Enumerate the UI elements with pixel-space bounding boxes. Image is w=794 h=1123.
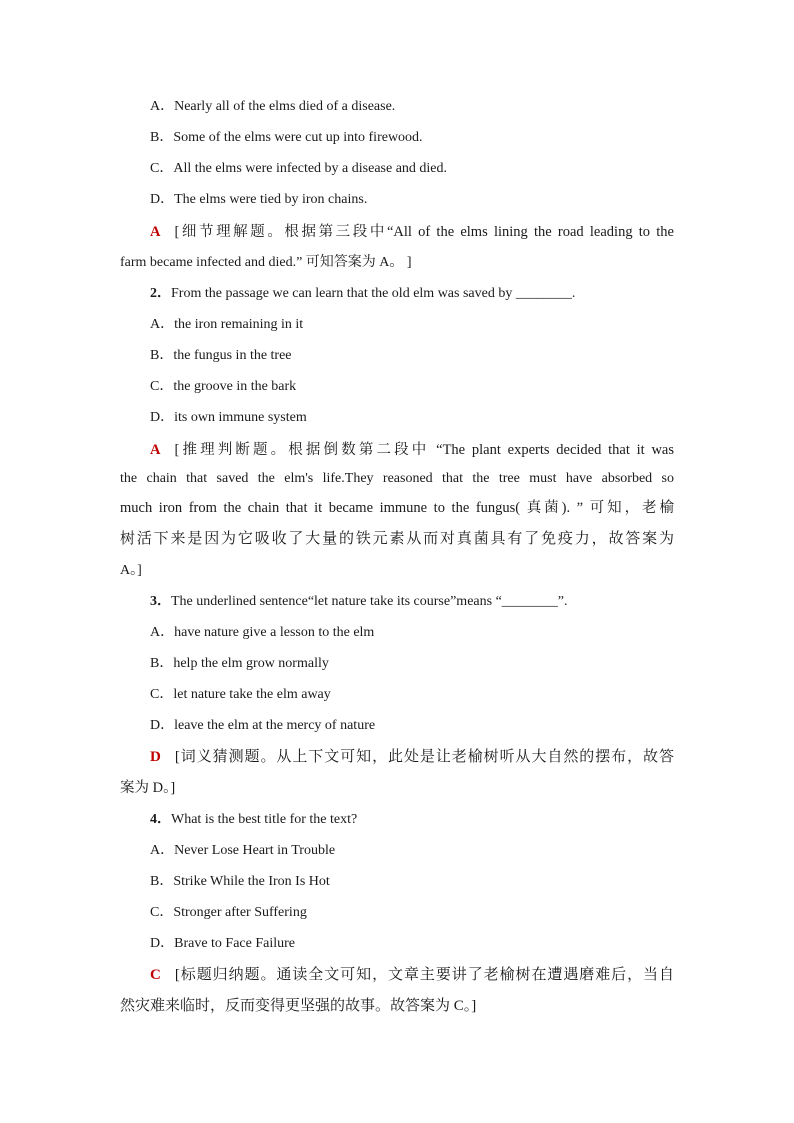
q3-explanation-line2: 案为 D。]: [120, 780, 176, 796]
q3-option-d: D．leave the elm at the mercy of nature: [150, 718, 376, 733]
q3-explanation: [150, 747, 674, 767]
q3-number: 3．: [150, 594, 171, 609]
q1-option-c: C．All the elms were infected by a disease and died.: [150, 161, 448, 176]
q1-option-a: A．Nearly all of the elms died of a disease.: [150, 99, 396, 114]
q3-explanation-line1: [词义猜测题。从上下文可知，此处是让老榆树听从大自然的摆布，故答: [174, 749, 674, 765]
q2-option-b: B．the fungus in the tree: [150, 348, 292, 363]
q2-explanation-line2: the chain that saved the elm's life.They reasoned that the tree must have absorbed so: [120, 471, 674, 486]
q3-stem: [150, 592, 568, 612]
q2-stem-text: From the passage we can learn that the old elm was saved by ________.: [171, 286, 576, 301]
q1-option-b: B．Some of the elms were cut up into firewood.: [150, 130, 423, 145]
q1-explanation-line2: farm became infected and died.” 可知答案为 A。 ]: [120, 255, 412, 270]
q2-option-c: C．the groove in the bark: [150, 379, 297, 394]
q3-option-a: A．have nature give a lesson to the elm: [150, 625, 375, 640]
q2-option-a: A．the iron remaining in it: [150, 317, 304, 332]
q2-answer-key: A: [150, 442, 161, 458]
q4-option-b: B．Strike While the Iron Is Hot: [150, 874, 330, 889]
q2-explanation-line5: A。]: [120, 563, 142, 578]
q3-answer-key: D: [150, 749, 161, 765]
q4-stem: [150, 810, 357, 830]
q4-explanation: [150, 965, 674, 985]
q4-explanation-line2: 然灾难来临时，反而变得更坚强的故事。故答案为 C。]: [120, 998, 477, 1014]
q1-answer-key: A: [150, 224, 161, 240]
q2-explanation-line3: much iron from the chain that it became immune to the fungus( 真菌). ” 可知，老榆: [120, 500, 674, 516]
q3-stem-text: The underlined sentence“let nature take its course”means “________”.: [171, 594, 568, 609]
q4-answer-key: C: [150, 967, 161, 983]
q2-stem: [150, 284, 575, 304]
q2-option-d: D．its own immune system: [150, 410, 307, 425]
q2-explanation-line1: [推理判断题。根据倒数第二段中 “The plant experts decided that it was: [174, 442, 674, 458]
q2-explanation: [150, 440, 674, 460]
q4-stem-text: What is the best title for the text?: [171, 812, 358, 827]
q1-explanation-line1: [细节理解题。根据第三段中“All of the elms lining the road leading to the: [174, 224, 674, 240]
q1-explanation: [150, 222, 674, 242]
q4-option-a: A．Never Lose Heart in Trouble: [150, 843, 336, 858]
q4-number: 4．: [150, 812, 171, 827]
q4-explanation-line1: [标题归纳题。通读全文可知，文章主要讲了老榆树在遭遇磨难后，当自: [174, 967, 674, 983]
q2-number: 2．: [150, 286, 171, 301]
q2-explanation-line4: 树活下来是因为它吸收了大量的铁元素从而对真菌具有了免疫力，故答案为: [120, 531, 674, 547]
q3-option-c: C．let nature take the elm away: [150, 687, 331, 702]
q4-option-d: D．Brave to Face Failure: [150, 936, 296, 951]
q3-option-b: B．help the elm grow normally: [150, 656, 329, 671]
q1-option-d: D．The elms were tied by iron chains.: [150, 192, 368, 207]
q4-option-c: C．Stronger after Suffering: [150, 905, 307, 920]
